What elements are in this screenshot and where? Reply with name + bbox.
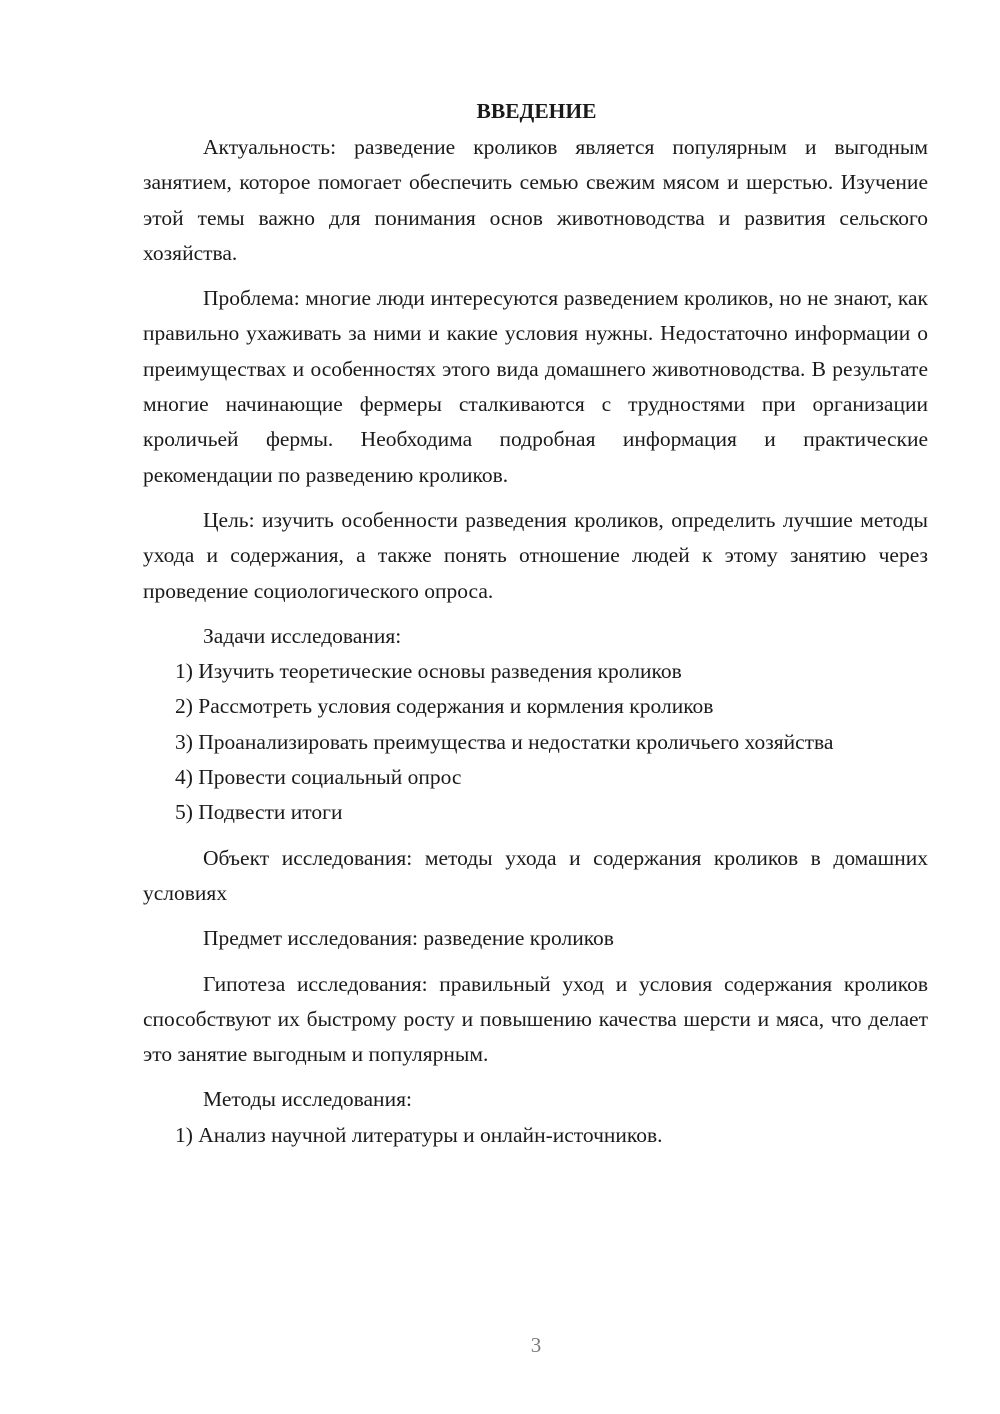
- page-number: 3: [530, 1333, 542, 1357]
- paragraph-problem: Проблема: многие люди интересуются разведением кроликов, но не знают, как правильно ухаживать за ними и какие условия нужны. Недостаточно информации о преимуществах и особенностях этого вида домашнего животноводства. В результате многие начинающие фермеры сталкиваются с трудностями при организации кроличьей фермы. Необходима подробная информация и практические рекомендации по разведению кроликов.: [143, 286, 928, 487]
- paragraph-hypothesis: Гипотеза исследования: правильный уход и условия содержания кроликов способствуют их быстрому росту и повышению качества шерсти и мяса, что делает это занятие выгодным и популярным.: [143, 971, 928, 1067]
- list-item-task-1: 1) Изучить теоретические основы разведения кроликов: [175, 659, 682, 684]
- list-item-task-2: 2) Рассмотреть условия содержания и кормления кроликов: [175, 694, 714, 719]
- tasks-list: [143, 654, 928, 830]
- paragraph-object: Объект исследования: методы ухода и содержания кроликов в домашних условиях: [143, 845, 928, 905]
- list-item-task-3: 3) Проанализировать преимущества и недостатки кроличьего хозяйства: [175, 729, 834, 754]
- page-title: ВВЕДЕНИЕ: [476, 99, 597, 123]
- tasks-heading: Задачи исследования:: [203, 623, 402, 648]
- list-item-task-4: 4) Провести социальный опрос: [175, 765, 462, 790]
- paragraph-goal: Цель: изучить особенности разведения кроликов, определить лучшие методы ухода и содержания, а также понять отношение людей к этому занятию через проведение социологического опроса.: [143, 507, 928, 603]
- paragraph-relevance: Актуальность: разведение кроликов является популярным и выгодным занятием, которое помогает обеспечить семью свежим мясом и шерстью. Изучение этой темы важно для понимания основ животноводства и развития сельского хозяйства.: [143, 135, 928, 265]
- methods-heading: Методы исследования:: [203, 1087, 412, 1112]
- methods-list: [143, 1118, 928, 1153]
- list-item-task-5: 5) Подвести итоги: [175, 800, 343, 825]
- list-item-method-1: 1) Анализ научной литературы и онлайн-источников.: [175, 1122, 663, 1147]
- document-body: [143, 96, 928, 1153]
- paragraph-subject: Предмет исследования: разведение кроликов: [203, 926, 614, 951]
